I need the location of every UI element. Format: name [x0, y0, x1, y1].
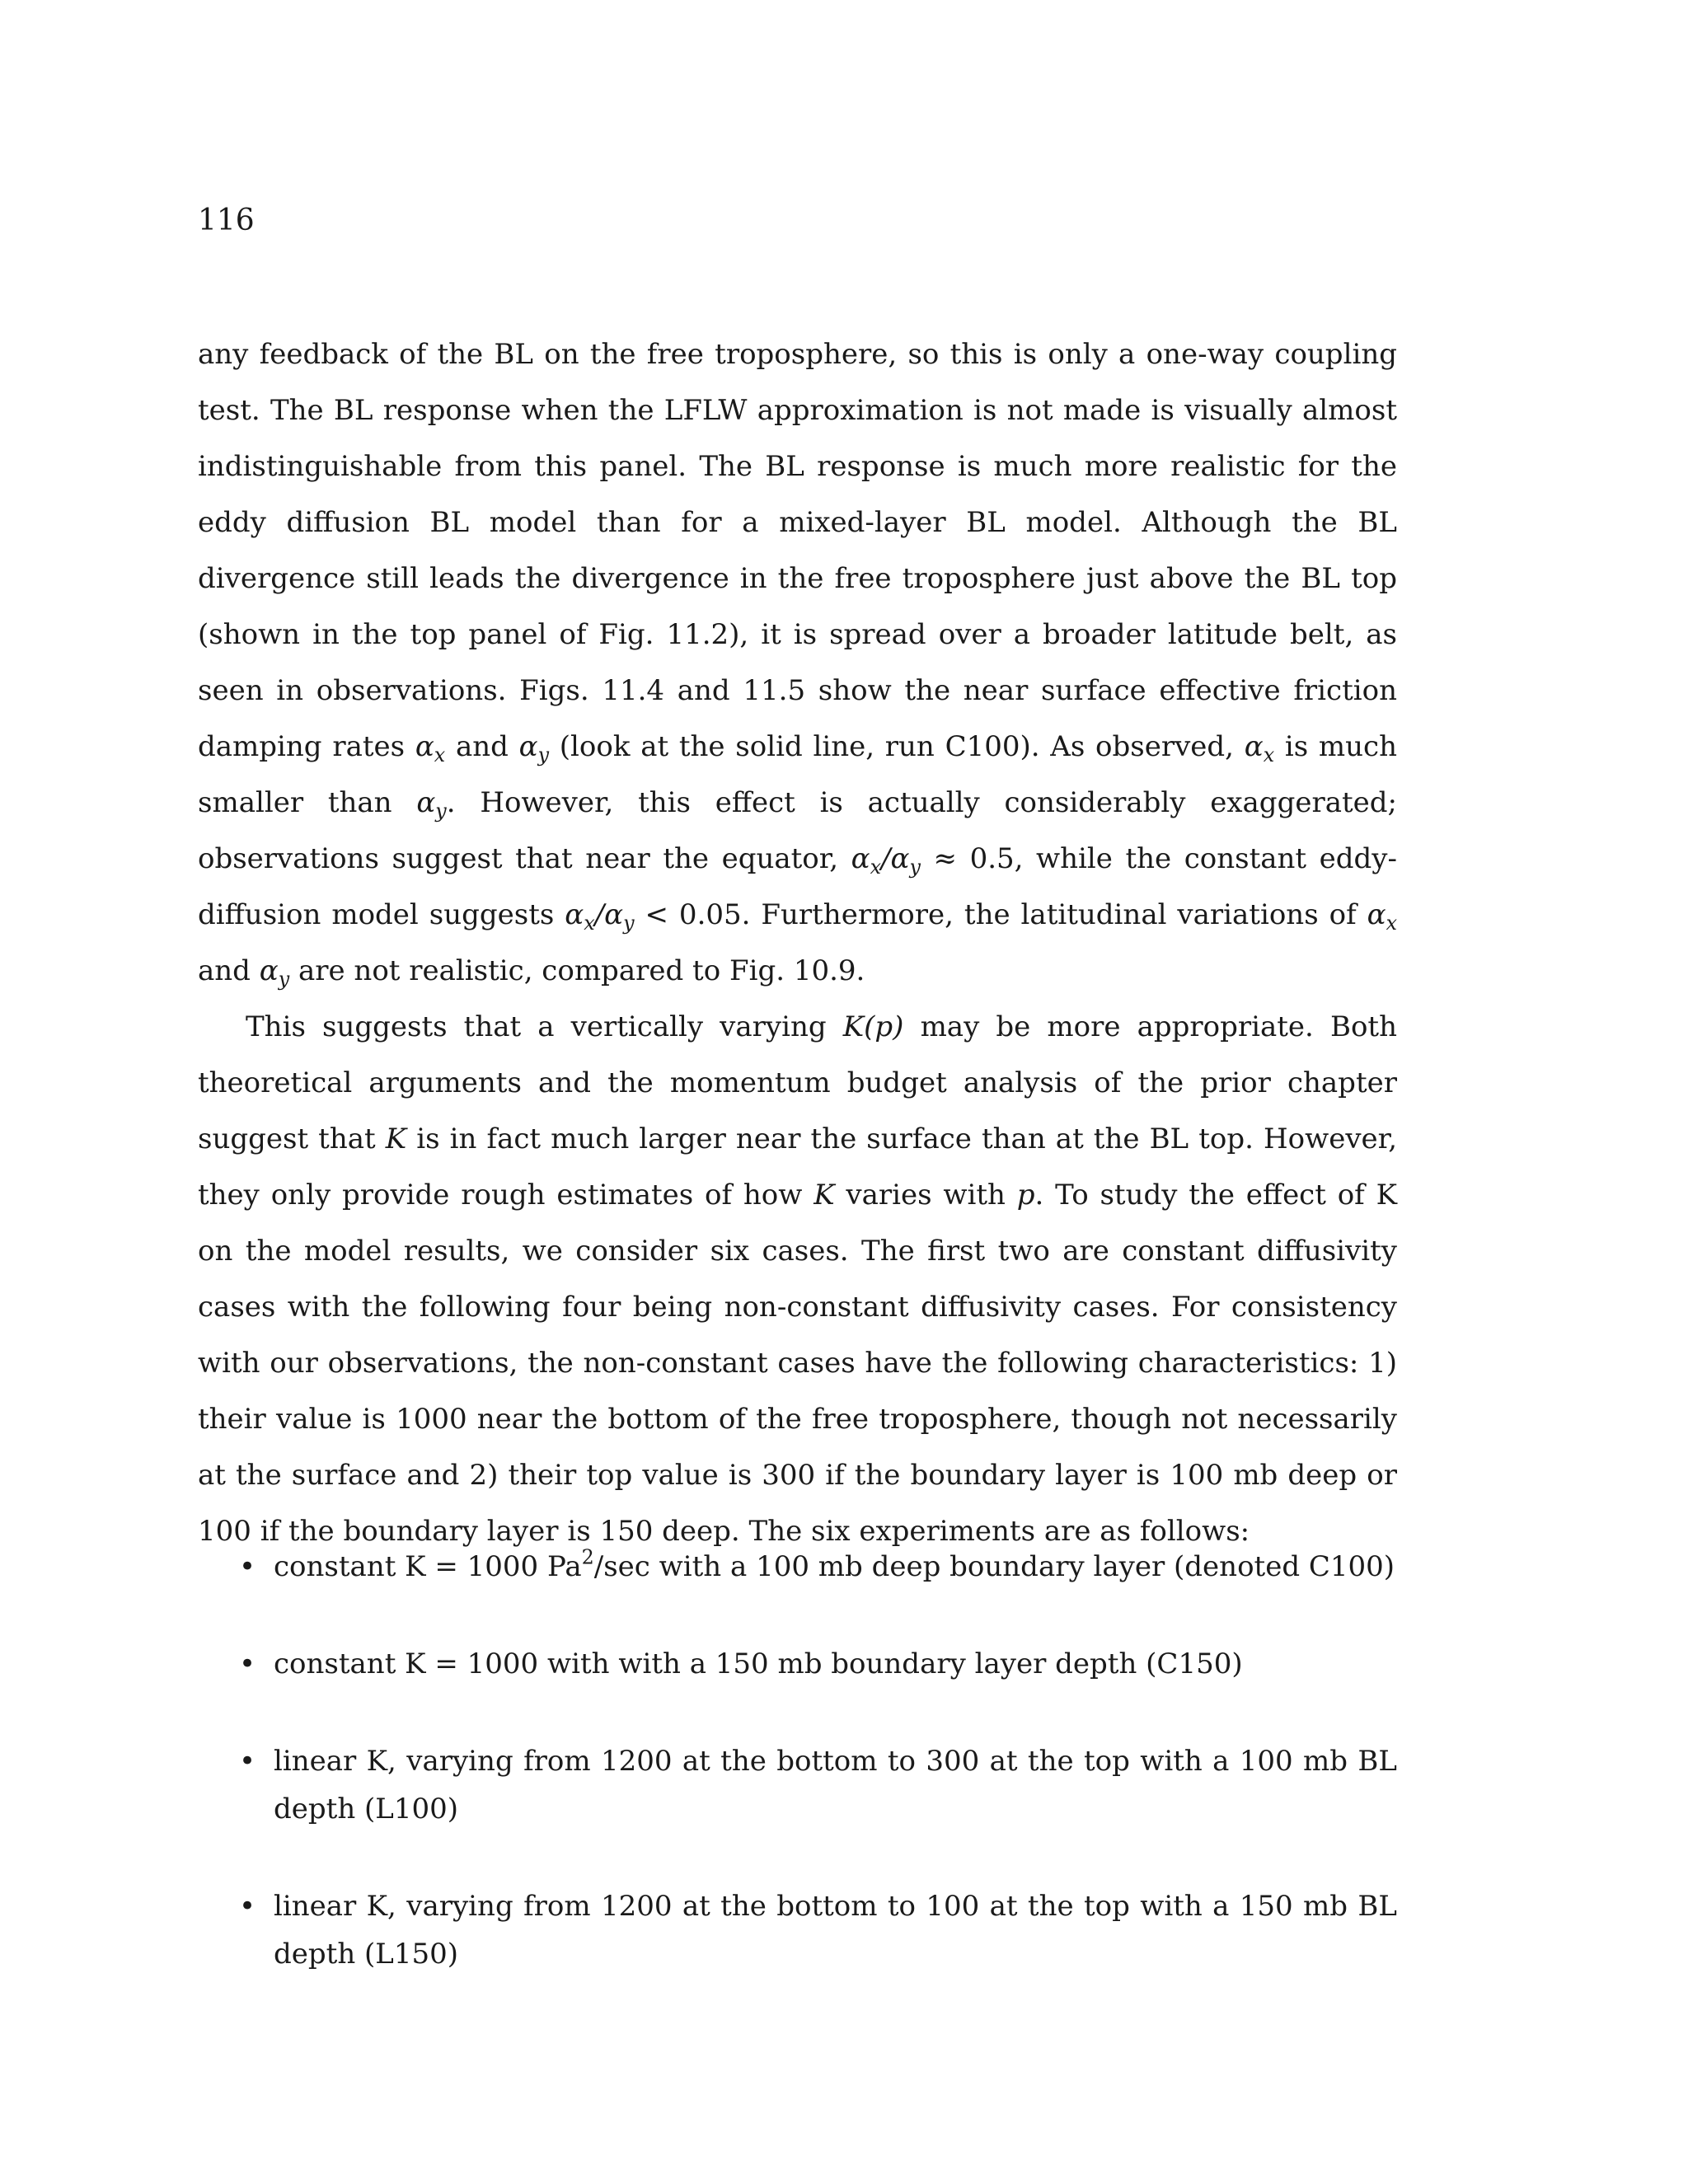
alpha-ratio: $\alpha_x/\alpha_y$	[851, 842, 921, 879]
alpha-y: $\alpha_y$	[518, 730, 550, 767]
bullet-marker: •	[239, 1647, 256, 1680]
k-of-p: K(p)	[842, 1010, 904, 1043]
bullet-marker: •	[239, 1550, 256, 1583]
p1-text-2: and	[445, 730, 519, 763]
alpha-x: $\alpha_x$	[1367, 898, 1397, 935]
p2-text-2: may be more appropriate. Both theoretical arguments and the momentum budget analysis of the prior chapter suggest that	[198, 1010, 1397, 1155]
page-number: 116	[198, 204, 255, 237]
k-symbol: K	[814, 1179, 835, 1212]
list-item: • constant K = 1000 with with a 150 mb boundary layer depth (C150)	[198, 1640, 1397, 1688]
p2-text-3: is in fact much larger near the surface than at the BL top. However, they only provide rough estimates of how	[198, 1122, 1397, 1212]
paragraph-1	[198, 326, 1397, 999]
p2-text-4: varies with	[834, 1179, 1017, 1212]
p1-text-8: and	[198, 954, 260, 987]
bullet-marker: •	[239, 1745, 256, 1778]
alpha-ratio: $\alpha_x/\alpha_y$	[565, 898, 635, 935]
alpha-y: $\alpha_y$	[416, 786, 447, 823]
p1-text-5: . However, this effect is actually considerably exaggerated; observations suggest that near the equator,	[198, 786, 1397, 875]
list-item: • constant K = 1000 Pa$^2$/sec with a 100 mb deep boundary layer (denoted C100)	[198, 1543, 1397, 1591]
alpha-x: $\alpha_x$	[415, 730, 446, 767]
p1-text-3: (look at the solid line, run C100). As observed,	[549, 730, 1245, 763]
p1-text-4: is much smaller than	[198, 730, 1398, 819]
body-text	[198, 326, 1397, 1559]
bullet-marker: •	[239, 1890, 256, 1923]
k-symbol: K	[385, 1122, 407, 1155]
p1-text-9: are not realistic, compared to Fig. 10.9.	[289, 954, 865, 987]
alpha-y: $\alpha_y$	[259, 954, 290, 991]
p1-text-6: ≈ 0.5, while the constant eddy-diffusion model suggests	[198, 842, 1397, 931]
p2-text-1: This suggests that a vertically varying	[246, 1010, 843, 1043]
p1-text-7: < 0.05. Furthermore, the latitudinal variations of	[634, 898, 1367, 931]
p1-text-1: any feedback of the BL on the free troposphere, so this is only a one-way coupling test. The BL response when the LFLW approximation is not made is visually almost indistinguishable from this panel. The BL response is much more realistic for the eddy diffusion BL model than for a mixed-layer BL model. Although the BL divergence still leads the divergence in the free troposphere just above the BL top (shown in the top panel of Fig. 11.2), it is spread over a broader latitude belt, as seen in observations. Figs. 11.4 and 11.5 show the near surface effective friction damping rates	[198, 338, 1397, 763]
list-item: • linear K, varying from 1200 at the bottom to 100 at the top with a 150 mb BL depth (L150)	[198, 1882, 1397, 1978]
list-item: • linear K, varying from 1200 at the bottom to 300 at the top with a 100 mb BL depth (L100)	[198, 1737, 1397, 1833]
experiment-list	[198, 1543, 1397, 2027]
p-symbol: p	[1016, 1179, 1035, 1212]
paragraph-2	[198, 999, 1397, 1559]
p2-text-5: . To study the effect of K on the model results, we consider six cases. The first two are constant diffusivity cases with the following four being non-constant diffusivity cases. For consistency with our observations, the non-constant cases have the following characteristics: 1) their value is 1000 near the bottom of the free troposphere, though not necessarily at the surface and 2) their top value is 300 if the boundary layer is 100 mb deep or 100 if the boundary layer is 150 deep. The six experiments are as follows:	[198, 1179, 1397, 1548]
alpha-x: $\alpha_x$	[1244, 730, 1275, 767]
